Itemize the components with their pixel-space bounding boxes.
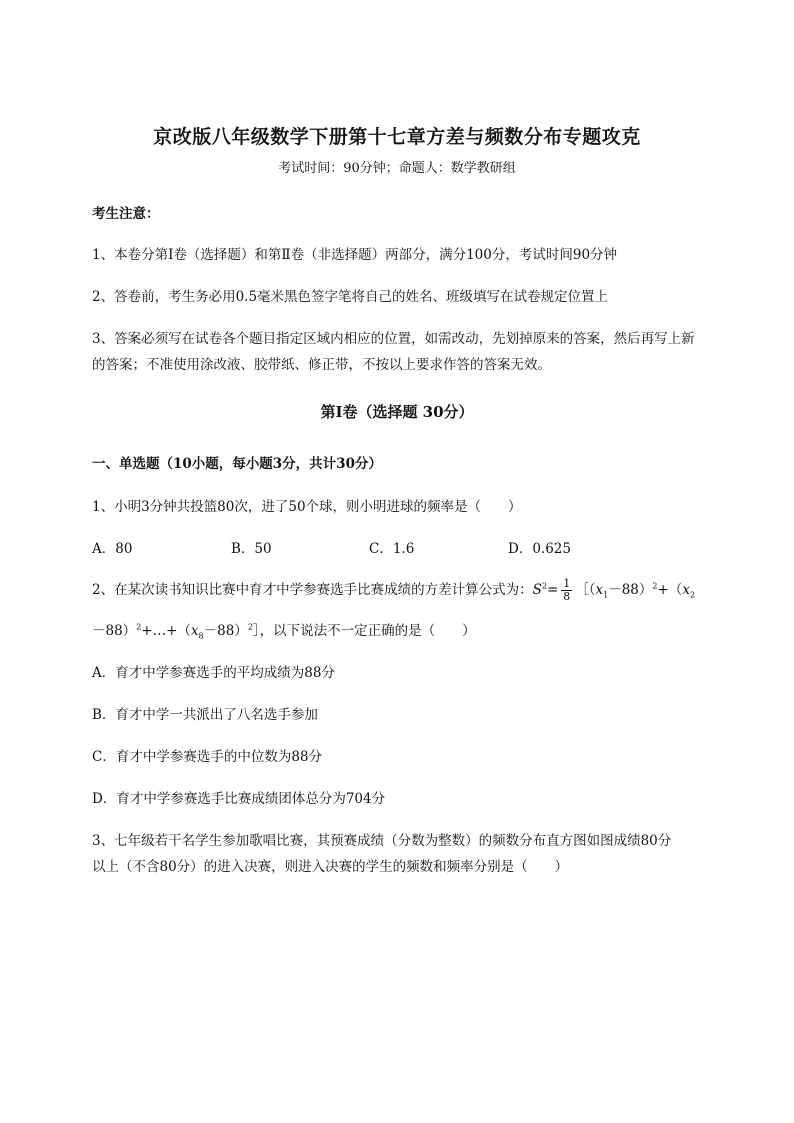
question-1-option-b: B．50: [231, 541, 272, 557]
question-1-option-c: C．1.6: [369, 541, 415, 557]
exam-title: 京改版八年级数学下册第十七章方差与频数分布专题攻克: [153, 126, 641, 148]
question-1-option-a: A．80: [92, 541, 133, 557]
question-3-stem-line2: 以上（不含80分）的进入决赛，则进入决赛的学生的频数和频率分别是（ ）: [92, 859, 569, 875]
notice-item-3: 3、答案必须写在试卷各个题目指定区域内相应的位置，如需改动，先划掉原来的答案，然后再写上新: [92, 331, 695, 347]
notice-item-2: 2、答卷前，考生务必用0.5毫米黑色签字笔将自己的姓名、班级填写在试卷规定位置上: [92, 289, 609, 305]
question-2-option-b: B．育才中学一共派出了八名选手参加: [92, 707, 318, 723]
question-1-stem: 1、小明3分钟共投篮80次，进了50个球，则小明进球的频率是（ ）: [92, 499, 522, 515]
question-2-stem-text: 2、在某次读书知识比赛中育才中学参赛选手比赛成绩的方差计算公式为：: [92, 582, 533, 598]
notice-item-1: 1、本卷分第I卷（选择题）和第Ⅱ卷（非选择题）两部分，满分100分，考试时间90分钟: [92, 247, 618, 263]
notice-item-3-cont: 的答案；不准使用涂改液、胶带纸、修正带，不按以上要求作答的答案无效。: [92, 357, 551, 373]
question-2-option-d: D．育才中学参赛选手比赛成绩团体总分为704分: [92, 791, 386, 807]
question-1-option-d: D．0.625: [508, 541, 571, 557]
question-2-option-a: A．育才中学参赛选手的平均成绩为88分: [92, 665, 335, 681]
fraction-one-eighth: $\frac{1}{8}$: [563, 577, 571, 603]
question-3-stem-line1: 3、七年级若干名学生参加歌唱比赛，其预赛成绩（分数为整数）的频数分布直方图如图成绩80分: [92, 833, 672, 849]
part-heading: 一、单选题（10小题，每小题3分，共计30分）: [92, 456, 382, 472]
question-2-stem-line2: $-88)^2+\dots+(x_8-88)^2]$，以下说法不一定正确的是（ ）: [92, 622, 476, 641]
question-2-option-c: C．育才中学参赛选手的中位数为88分: [92, 749, 323, 765]
exam-subtitle: 考试时间：90分钟；命题人：数学教研组: [278, 161, 516, 176]
notice-heading: 考生注意：: [92, 206, 160, 222]
section-title: 第I卷（选择题 30分）: [320, 403, 474, 421]
question-2-stem-line1: 2、在某次读书知识比赛中育才中学参赛选手比赛成绩的方差计算公式为：$S^2=$ $\frac{1}{8}$ $[(x_1-88)^2+(x_2$: [92, 577, 696, 603]
